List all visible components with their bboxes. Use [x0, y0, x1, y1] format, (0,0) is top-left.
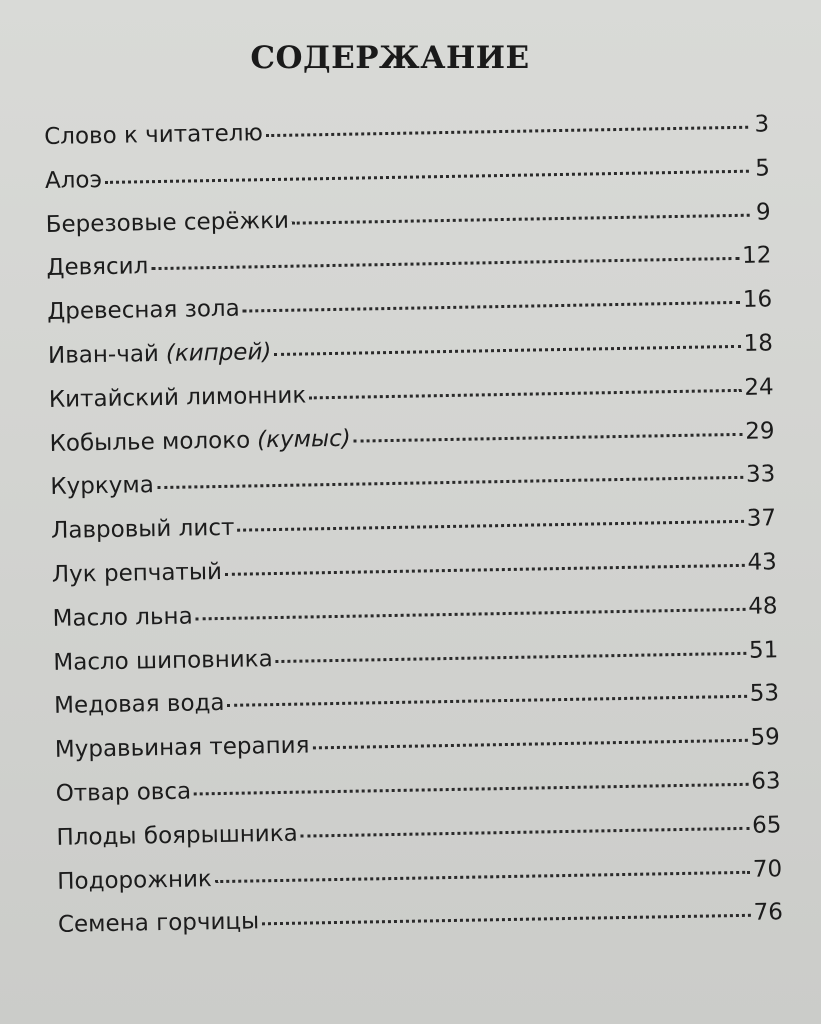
dot-leader [274, 345, 740, 356]
toc-entry-title: Древесная зола [47, 295, 240, 326]
dot-leader [262, 914, 750, 926]
dot-leader [237, 520, 743, 532]
dot-leader [228, 695, 747, 707]
toc-entry-note: (кипрей) [165, 339, 272, 367]
toc-entry-page-number: 51 [748, 636, 779, 664]
dot-leader [243, 301, 740, 313]
dot-leader [312, 739, 747, 750]
toc-entry-page-number: 53 [749, 680, 780, 708]
toc-entry-page-number: 43 [747, 549, 777, 576]
dot-leader [301, 827, 749, 838]
toc-entry-title: Лавровый лист [50, 514, 235, 545]
toc-entry-page-number: 59 [750, 724, 781, 751]
toc-entry-page-number: 33 [745, 461, 776, 489]
dot-leader [194, 783, 748, 796]
toc-entry-page-number: 5 [755, 155, 771, 182]
dot-leader [354, 432, 742, 442]
toc-entry-page-number: 37 [746, 505, 777, 532]
toc-entry-page-number: 63 [751, 768, 781, 795]
toc-entry-page-number: 76 [753, 899, 784, 927]
toc-entry-page-number: 16 [742, 286, 773, 314]
dot-leader [292, 213, 750, 224]
dot-leader [215, 870, 750, 882]
toc-entry-title: Слово к читателю [44, 120, 264, 150]
toc-entry-title: Плоды боярышника [56, 820, 298, 851]
toc-entry-page-number: 29 [744, 417, 775, 445]
toc-entry-title: Китайский лимонник [48, 382, 307, 413]
dot-leader [157, 476, 743, 489]
toc-entry-title: Масло шиповника [53, 645, 273, 676]
dot-leader [225, 564, 745, 576]
dot-leader [105, 170, 749, 184]
toc-entry-page-number: 9 [755, 198, 771, 226]
toc-entry-title: Лук репчатый [51, 558, 223, 588]
dot-leader [276, 651, 746, 662]
toc-entry-title: Иван-чай [47, 341, 160, 369]
dot-leader [196, 608, 746, 621]
dot-leader [266, 126, 748, 137]
toc-entry-title: Масло льна [52, 603, 193, 632]
toc-entry-page-number: 65 [751, 811, 782, 839]
page-title: СОДЕРЖАНИЕ [250, 40, 530, 76]
toc-entry-page-number: 48 [748, 593, 778, 620]
toc-entry-title: Семена горчицы [57, 908, 260, 939]
toc-entry-title: Березовые серёжки [45, 207, 290, 238]
toc-entry-page-number: 24 [744, 374, 774, 401]
table-of-contents [44, 111, 783, 956]
toc-entry-title: Девясил [46, 253, 149, 282]
toc-entry-title: Муравьиная терапия [54, 732, 310, 764]
toc-entry-page-number: 18 [743, 330, 774, 357]
toc-entry-page-number: 70 [752, 855, 783, 883]
dot-leader [309, 389, 741, 400]
toc-entry-title: Медовая вода [53, 690, 225, 720]
toc-entry-title: Подорожник [56, 865, 213, 895]
toc-entry-title: Алоэ [44, 166, 103, 194]
toc-entry-title: Куркума [50, 472, 155, 501]
toc-entry-title: Кобылье молоко [49, 427, 251, 457]
toc-entry-note: (кумыс) [256, 425, 351, 453]
toc-entry-title: Отвар овса [55, 778, 192, 807]
toc-entry-page-number: 3 [754, 111, 770, 138]
dot-leader [151, 257, 739, 270]
toc-entry-page-number: 12 [741, 242, 772, 270]
